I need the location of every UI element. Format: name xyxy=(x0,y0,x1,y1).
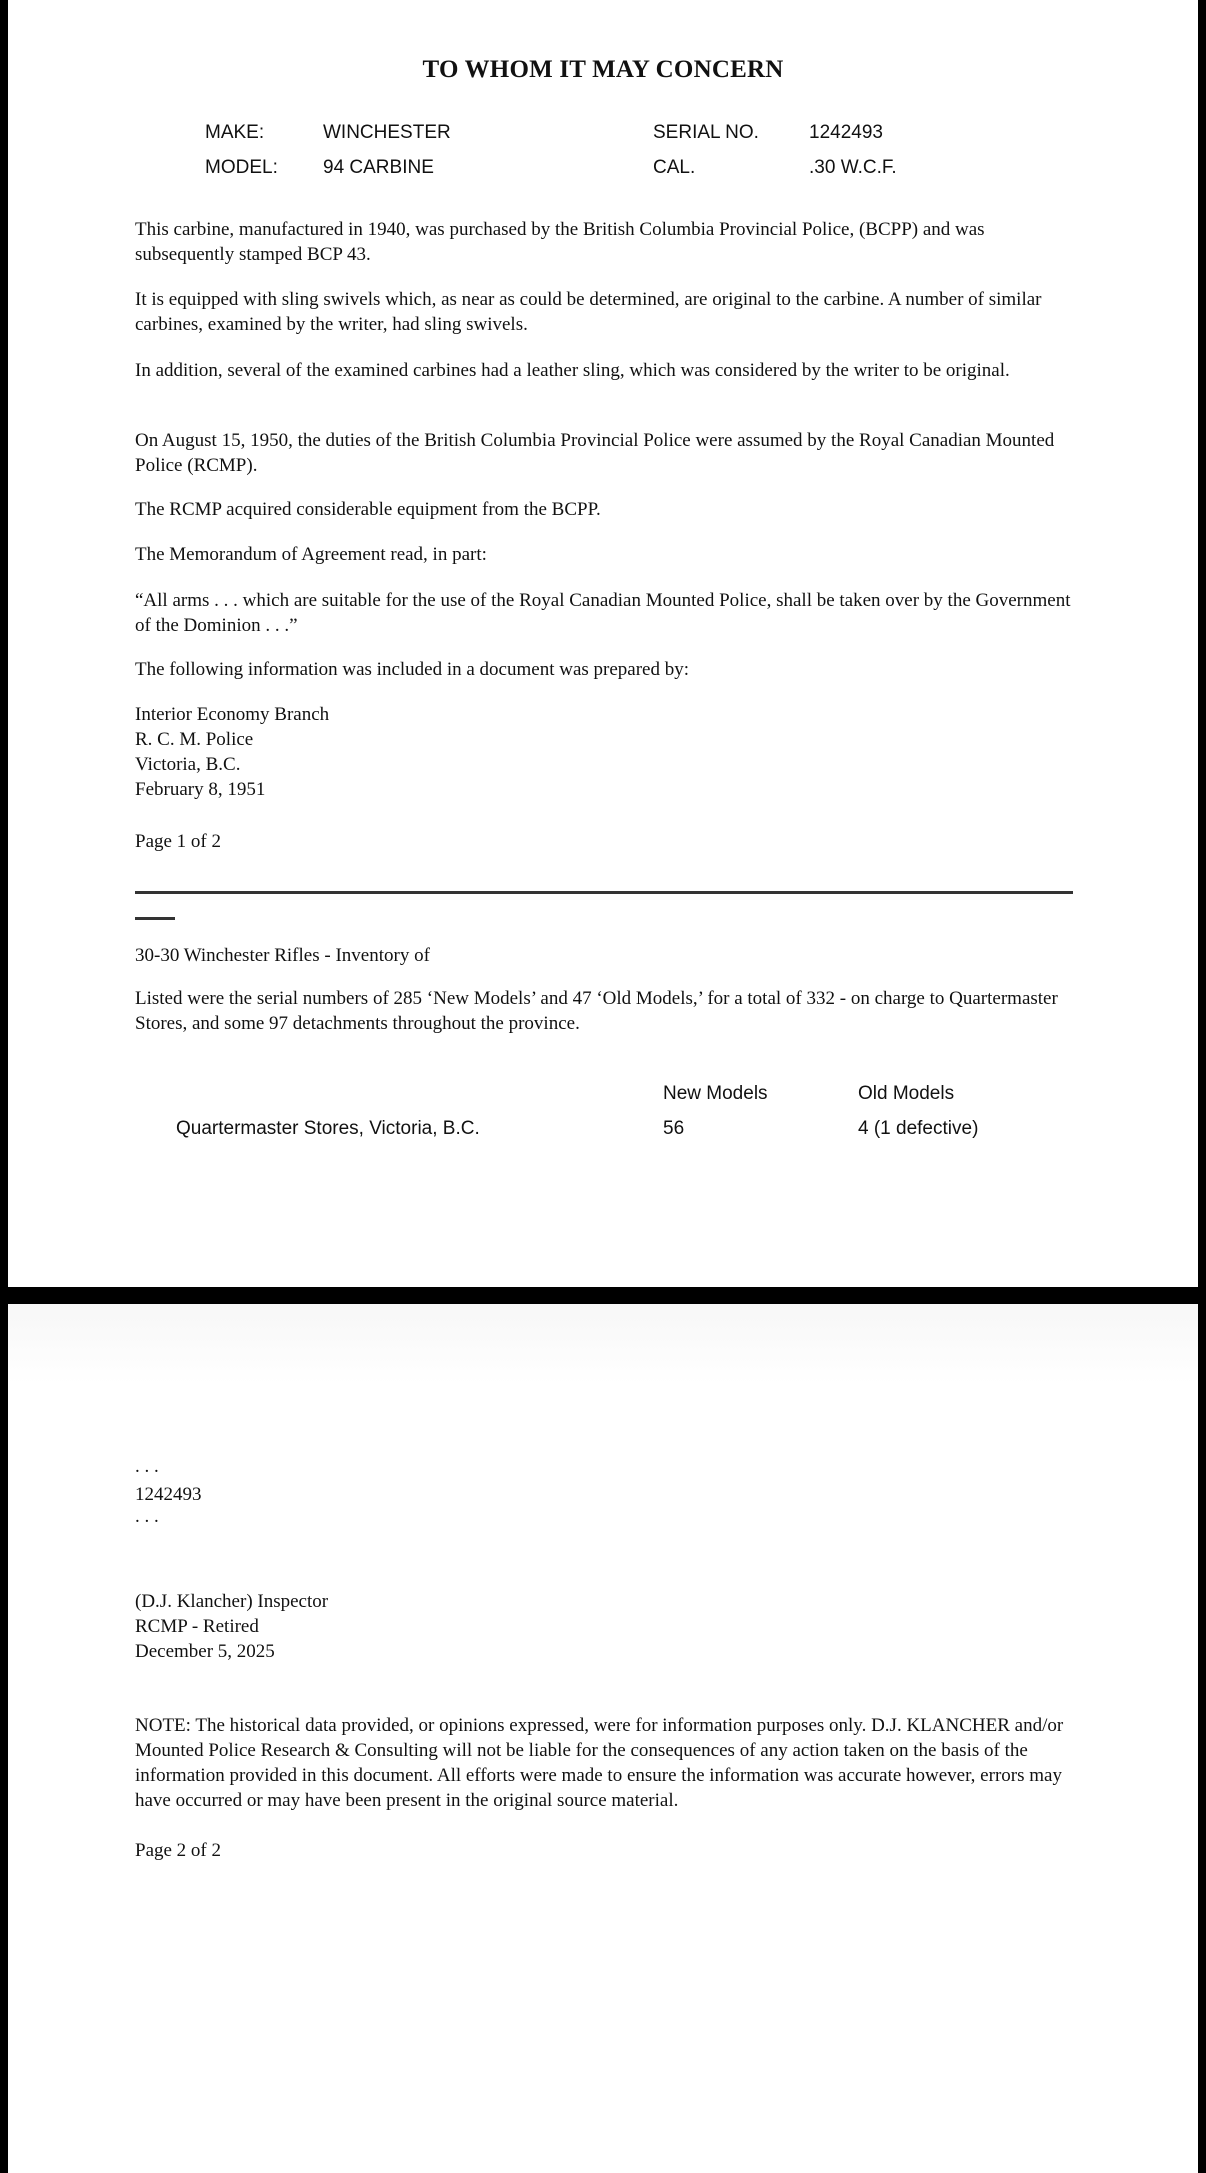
row-label: Quartermaster Stores, Victoria, B.C. xyxy=(176,1118,480,1139)
paragraph-memorandum: The Memorandum of Agreement read, in part: xyxy=(135,544,487,565)
column-header-new-models: New Models xyxy=(663,1083,768,1104)
separator-line xyxy=(135,891,1073,894)
model-label: MODEL: xyxy=(205,157,278,178)
document-page-2 xyxy=(8,1304,1198,2173)
page-number: Page 1 of 2 xyxy=(135,831,222,852)
source-line: Interior Economy Branch xyxy=(135,704,330,725)
paragraph-leather-sling: In addition, several of the examined carbines had a leather sling, which was considered by the writer to be original. xyxy=(135,360,1010,381)
make-label: MAKE: xyxy=(205,122,265,143)
row-old-models-value: 4 (1 defective) xyxy=(858,1118,979,1139)
disclaimer-note: NOTE: The historical data provided, or opinions expressed, were for information purposes only. D.J. KLANCHER and/or Mounted Police Research & Consulting will not be liable for the consequences of any action taken on the basis of the information provided in this document. All efforts were made to ensure the information was accurate however, errors may have occurred or may have been present in the original source material. xyxy=(135,1715,1064,1811)
ellipsis-top: . . . xyxy=(135,1456,159,1477)
ellipsis-bottom: . . . xyxy=(135,1506,159,1527)
document-page-1 xyxy=(8,0,1198,1287)
paragraph-manufacture: This carbine, manufactured in 1940, was purchased by the British Columbia Provincial Police, (BCPP) and was subsequently stamped BCP 43. xyxy=(135,219,985,265)
signature-line: (D.J. Klancher) Inspector xyxy=(135,1591,329,1612)
page-number: Page 2 of 2 xyxy=(135,1840,222,1861)
source-line: Victoria, B.C. xyxy=(135,754,241,775)
page-top-shading xyxy=(8,1304,1198,1384)
page-title: TO WHOM IT MAY CONCERN xyxy=(422,56,784,83)
paragraph-equipment: The RCMP acquired considerable equipment from the BCPP. xyxy=(135,499,601,520)
serial-value: 1242493 xyxy=(809,122,883,143)
paragraph-rcmp-takeover: On August 15, 1950, the duties of the British Columbia Provincial Police were assumed by the Royal Canadian Mounted Police (RCMP). xyxy=(135,430,1055,476)
make-value: WINCHESTER xyxy=(323,122,451,143)
separator-stub xyxy=(135,917,175,920)
inventory-heading: 30-30 Winchester Rifles - Inventory of xyxy=(135,945,430,966)
model-value: 94 CARBINE xyxy=(323,157,434,178)
paragraph-sling-swivels: It is equipped with sling swivels which, as near as could be determined, are original to the carbine. A number of similar carbines, examined by the writer, had sling swivels. xyxy=(135,289,1042,335)
serial-label: SERIAL NO. xyxy=(653,122,759,143)
signature-block xyxy=(135,1589,1075,1664)
quote-memorandum: “All arms . . . which are suitable for the use of the Royal Canadian Mounted Police, shall be taken over by the Government of the Dominion . . .” xyxy=(135,590,1071,636)
paragraph-source-intro: The following information was included in a document was prepared by: xyxy=(135,659,690,680)
signature-line: December 5, 2025 xyxy=(135,1641,275,1662)
row-new-models-value: 56 xyxy=(663,1118,685,1139)
signature-line: RCMP - Retired xyxy=(135,1616,259,1637)
source-line: R. C. M. Police xyxy=(135,729,254,750)
inventory-paragraph: Listed were the serial numbers of 285 ‘New Models’ and 47 ‘Old Models,’ for a total of 332 - on charge to Quartermaster Stores, and some 97 detachments throughout the province. xyxy=(135,988,1058,1034)
source-line: February 8, 1951 xyxy=(135,779,266,800)
source-address xyxy=(135,702,1075,802)
cal-label: CAL. xyxy=(653,157,696,178)
serial-number: 1242493 xyxy=(135,1484,202,1505)
cal-value: .30 W.C.F. xyxy=(809,157,897,178)
column-header-old-models: Old Models xyxy=(858,1083,955,1104)
